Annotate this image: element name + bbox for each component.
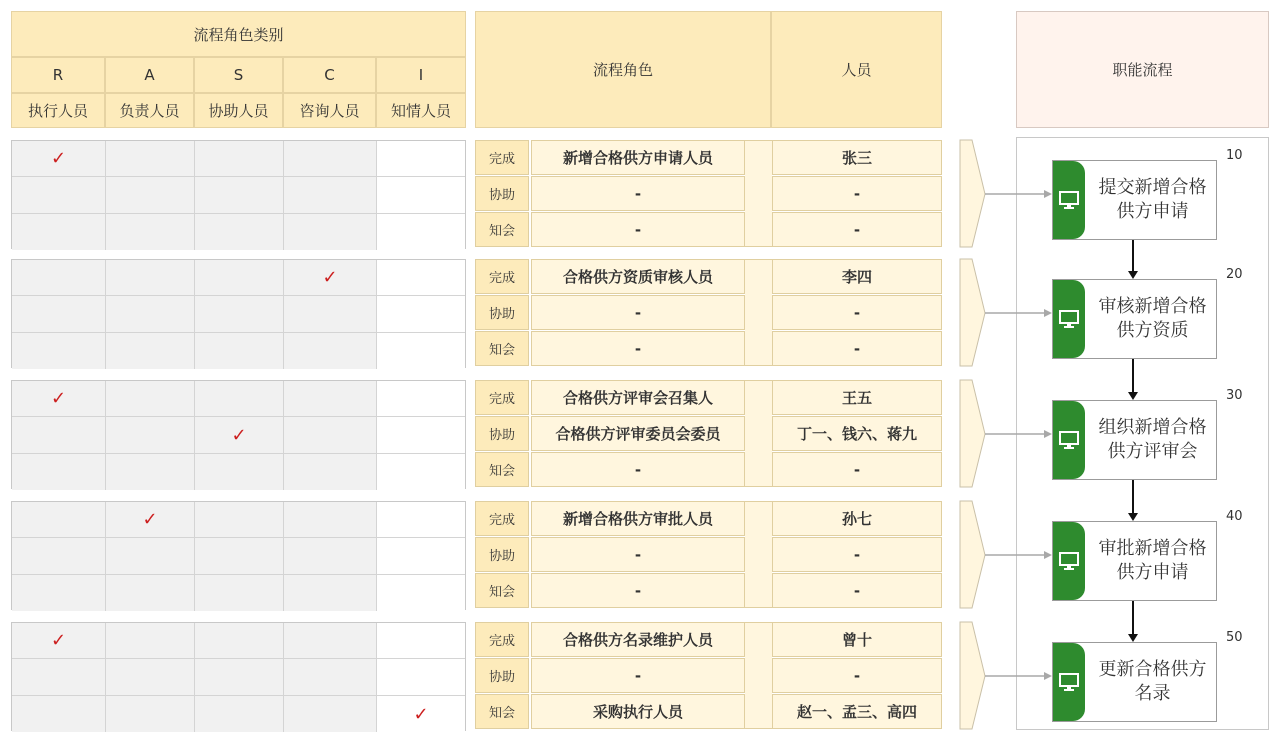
rasci-cell — [106, 575, 195, 611]
rasci-cell — [195, 502, 284, 538]
rasci-letter-s: S — [194, 57, 283, 93]
person-header: 人员 — [771, 11, 942, 128]
check-icon: ✓ — [413, 703, 429, 725]
rasci-cell — [12, 381, 106, 417]
role-chevron — [960, 501, 985, 608]
rasci-cell — [195, 575, 284, 611]
rasci-cell — [106, 696, 195, 732]
rasci-cell — [377, 214, 465, 250]
role-row — [475, 622, 942, 657]
role-person: 赵一、孟三、高四 — [772, 694, 942, 729]
rasci-cell — [195, 333, 284, 369]
rasci-cell — [12, 296, 106, 333]
rasci-cell — [284, 575, 377, 611]
rasci-cell — [12, 214, 106, 250]
role-divider — [745, 380, 772, 487]
role-name: - — [531, 573, 745, 608]
role-divider — [745, 501, 772, 608]
role-type: 知会 — [475, 573, 529, 608]
rasci-cell — [195, 141, 284, 177]
role-name: 合格供方评审委员会委员 — [531, 416, 745, 451]
rasci-cell — [377, 417, 465, 454]
rasci-cell — [195, 454, 284, 490]
role-divider — [745, 259, 772, 366]
role-chevron — [960, 622, 985, 729]
process-step[interactable] — [1052, 642, 1217, 722]
role-divider — [745, 622, 772, 729]
rasci-cell — [106, 333, 195, 369]
rasci-cell — [377, 296, 465, 333]
rasci-cell — [12, 333, 106, 369]
role-name: 合格供方名录维护人员 — [531, 622, 745, 657]
role-chevron — [960, 140, 985, 247]
role-name: 新增合格供方申请人员 — [531, 140, 745, 175]
step-label: 审批新增合格供方申请 — [1098, 538, 1207, 583]
role-row — [475, 212, 942, 247]
rasci-cell — [377, 575, 465, 611]
role-row — [475, 176, 942, 211]
rasci-cell — [12, 417, 106, 454]
role-type: 知会 — [475, 694, 529, 729]
rasci-cell — [106, 502, 195, 538]
rasci-cell — [106, 214, 195, 250]
role-header: 流程角色 — [475, 11, 771, 128]
role-chevron — [960, 380, 985, 487]
rasci-cell — [284, 502, 377, 538]
role-type: 协助 — [475, 295, 529, 330]
rasci-cell — [284, 417, 377, 454]
rasci-letter-i: I — [376, 57, 466, 93]
role-row — [475, 537, 942, 572]
rasci-cell — [377, 177, 465, 214]
rasci-cell — [106, 417, 195, 454]
monitor-icon — [1059, 191, 1079, 209]
rasci-cell — [106, 454, 195, 490]
step-number: 40 — [1226, 509, 1243, 524]
check-icon: ✓ — [322, 267, 338, 288]
role-group — [475, 259, 942, 368]
rasci-letter-a: A — [105, 57, 194, 93]
role-name: - — [531, 212, 745, 247]
rasci-cell — [195, 214, 284, 250]
rasci-cell — [12, 659, 106, 696]
role-row — [475, 658, 942, 693]
check-icon: ✓ — [50, 630, 67, 651]
role-row — [475, 501, 942, 536]
rasci-cell — [377, 659, 465, 696]
rasci-group — [11, 501, 466, 610]
check-icon: ✓ — [231, 424, 247, 446]
rasci-cell — [195, 260, 284, 296]
rasci-cell — [12, 454, 106, 490]
rasci-group — [11, 259, 466, 368]
rasci-cell — [377, 538, 465, 575]
role-type: 完成 — [475, 259, 529, 294]
role-name: - — [531, 658, 745, 693]
role-type: 知会 — [475, 212, 529, 247]
rasci-group — [11, 622, 466, 731]
rasci-cell — [377, 381, 465, 417]
rasci-cell — [377, 454, 465, 490]
rasci-cell — [195, 296, 284, 333]
rasci-cell — [195, 417, 284, 454]
rasci-cell — [12, 502, 106, 538]
role-person: 张三 — [772, 140, 942, 175]
rasci-cell — [377, 141, 465, 177]
rasci-cell — [377, 502, 465, 538]
rasci-cell — [377, 623, 465, 659]
step-label: 审核新增合格供方资质 — [1098, 296, 1207, 341]
role-name: 采购执行人员 — [531, 694, 745, 729]
role-name: - — [531, 452, 745, 487]
role-person: - — [772, 212, 942, 247]
rasci-cell — [12, 141, 106, 177]
step-label: 组织新增合格供方评审会 — [1098, 417, 1207, 462]
rasci-cell — [377, 260, 465, 296]
check-icon: ✓ — [50, 148, 67, 169]
rasci-cell — [284, 381, 377, 417]
role-group — [475, 380, 942, 489]
rasci-name-a: 负责人员 — [105, 93, 194, 128]
role-divider — [745, 140, 772, 247]
rasci-cell — [106, 381, 195, 417]
role-person: - — [772, 573, 942, 608]
role-row — [475, 380, 942, 415]
role-person: 李四 — [772, 259, 942, 294]
rasci-cell — [12, 260, 106, 296]
rasci-cell — [195, 538, 284, 575]
rasci-cell — [284, 296, 377, 333]
rasci-cell — [284, 454, 377, 490]
rasci-cell — [284, 659, 377, 696]
monitor-icon — [1059, 310, 1079, 328]
flow-header: 职能流程 — [1016, 11, 1269, 128]
role-type: 协助 — [475, 658, 529, 693]
role-type: 协助 — [475, 537, 529, 572]
rasci-cell — [106, 659, 195, 696]
rasci-cell — [106, 296, 195, 333]
rasci-cell — [12, 538, 106, 575]
role-person: 孙七 — [772, 501, 942, 536]
role-person: - — [772, 537, 942, 572]
role-row — [475, 140, 942, 175]
rasci-cell — [12, 696, 106, 732]
rasci-cell — [284, 214, 377, 250]
role-person: - — [772, 658, 942, 693]
role-type: 知会 — [475, 452, 529, 487]
step-number: 30 — [1226, 388, 1243, 403]
role-person: 王五 — [772, 380, 942, 415]
rasci-cell — [284, 538, 377, 575]
role-row — [475, 452, 942, 487]
rasci-name-r: 执行人员 — [11, 93, 105, 128]
rasci-cell — [284, 177, 377, 214]
rasci-cell — [12, 575, 106, 611]
role-person: 丁一、钱六、蒋九 — [772, 416, 942, 451]
role-name: 合格供方资质审核人员 — [531, 259, 745, 294]
step-number: 20 — [1226, 267, 1243, 282]
rasci-cell — [195, 659, 284, 696]
role-person: - — [772, 176, 942, 211]
role-group — [475, 622, 942, 731]
rasci-letter-r: R — [11, 57, 105, 93]
role-type: 完成 — [475, 501, 529, 536]
role-name: - — [531, 176, 745, 211]
step-number: 50 — [1226, 630, 1243, 645]
rasci-cell — [284, 696, 377, 732]
rasci-title: 流程角色类别 — [11, 11, 466, 57]
rasci-cell — [284, 333, 377, 369]
role-type: 完成 — [475, 622, 529, 657]
role-name: - — [531, 331, 745, 366]
rasci-cell — [377, 333, 465, 369]
role-name: 合格供方评审会召集人 — [531, 380, 745, 415]
check-icon: ✓ — [50, 388, 67, 409]
role-row — [475, 573, 942, 608]
role-group — [475, 501, 942, 610]
rasci-cell — [106, 538, 195, 575]
step-label: 更新合格供方名录 — [1098, 659, 1207, 704]
role-chevron — [960, 259, 985, 366]
role-person: - — [772, 295, 942, 330]
step-label: 提交新增合格供方申请 — [1098, 177, 1207, 222]
role-type: 完成 — [475, 380, 529, 415]
role-person: - — [772, 331, 942, 366]
role-type: 协助 — [475, 176, 529, 211]
rasci-group — [11, 380, 466, 489]
monitor-icon — [1059, 673, 1079, 691]
rasci-name-i: 知情人员 — [376, 93, 466, 128]
rasci-group — [11, 140, 466, 249]
process-step[interactable] — [1052, 279, 1217, 359]
role-type: 完成 — [475, 140, 529, 175]
role-row — [475, 331, 942, 366]
role-group — [475, 140, 942, 249]
process-step[interactable] — [1052, 521, 1217, 601]
rasci-cell — [195, 381, 284, 417]
role-name: - — [531, 537, 745, 572]
role-row — [475, 694, 942, 729]
rasci-name-s: 协助人员 — [194, 93, 283, 128]
rasci-cell — [377, 696, 465, 732]
process-step[interactable] — [1052, 400, 1217, 480]
rasci-cell — [195, 177, 284, 214]
rasci-letter-c: C — [283, 57, 376, 93]
role-name: 新增合格供方审批人员 — [531, 501, 745, 536]
rasci-cell — [195, 623, 284, 659]
rasci-cell — [106, 623, 195, 659]
check-icon: ✓ — [142, 509, 158, 530]
role-type: 知会 — [475, 331, 529, 366]
rasci-cell — [284, 141, 377, 177]
role-row — [475, 295, 942, 330]
role-row — [475, 259, 942, 294]
rasci-cell — [284, 260, 377, 296]
role-person: - — [772, 452, 942, 487]
role-name: - — [531, 295, 745, 330]
rasci-name-c: 咨询人员 — [283, 93, 376, 128]
monitor-icon — [1059, 431, 1079, 449]
rasci-cell — [12, 177, 106, 214]
rasci-cell — [195, 696, 284, 732]
rasci-cell — [106, 177, 195, 214]
role-person: 曾十 — [772, 622, 942, 657]
role-row — [475, 416, 942, 451]
rasci-cell — [106, 260, 195, 296]
rasci-cell — [284, 623, 377, 659]
process-step[interactable] — [1052, 160, 1217, 240]
monitor-icon — [1059, 552, 1079, 570]
rasci-cell — [12, 623, 106, 659]
step-number: 10 — [1226, 148, 1243, 163]
role-type: 协助 — [475, 416, 529, 451]
rasci-cell — [106, 141, 195, 177]
